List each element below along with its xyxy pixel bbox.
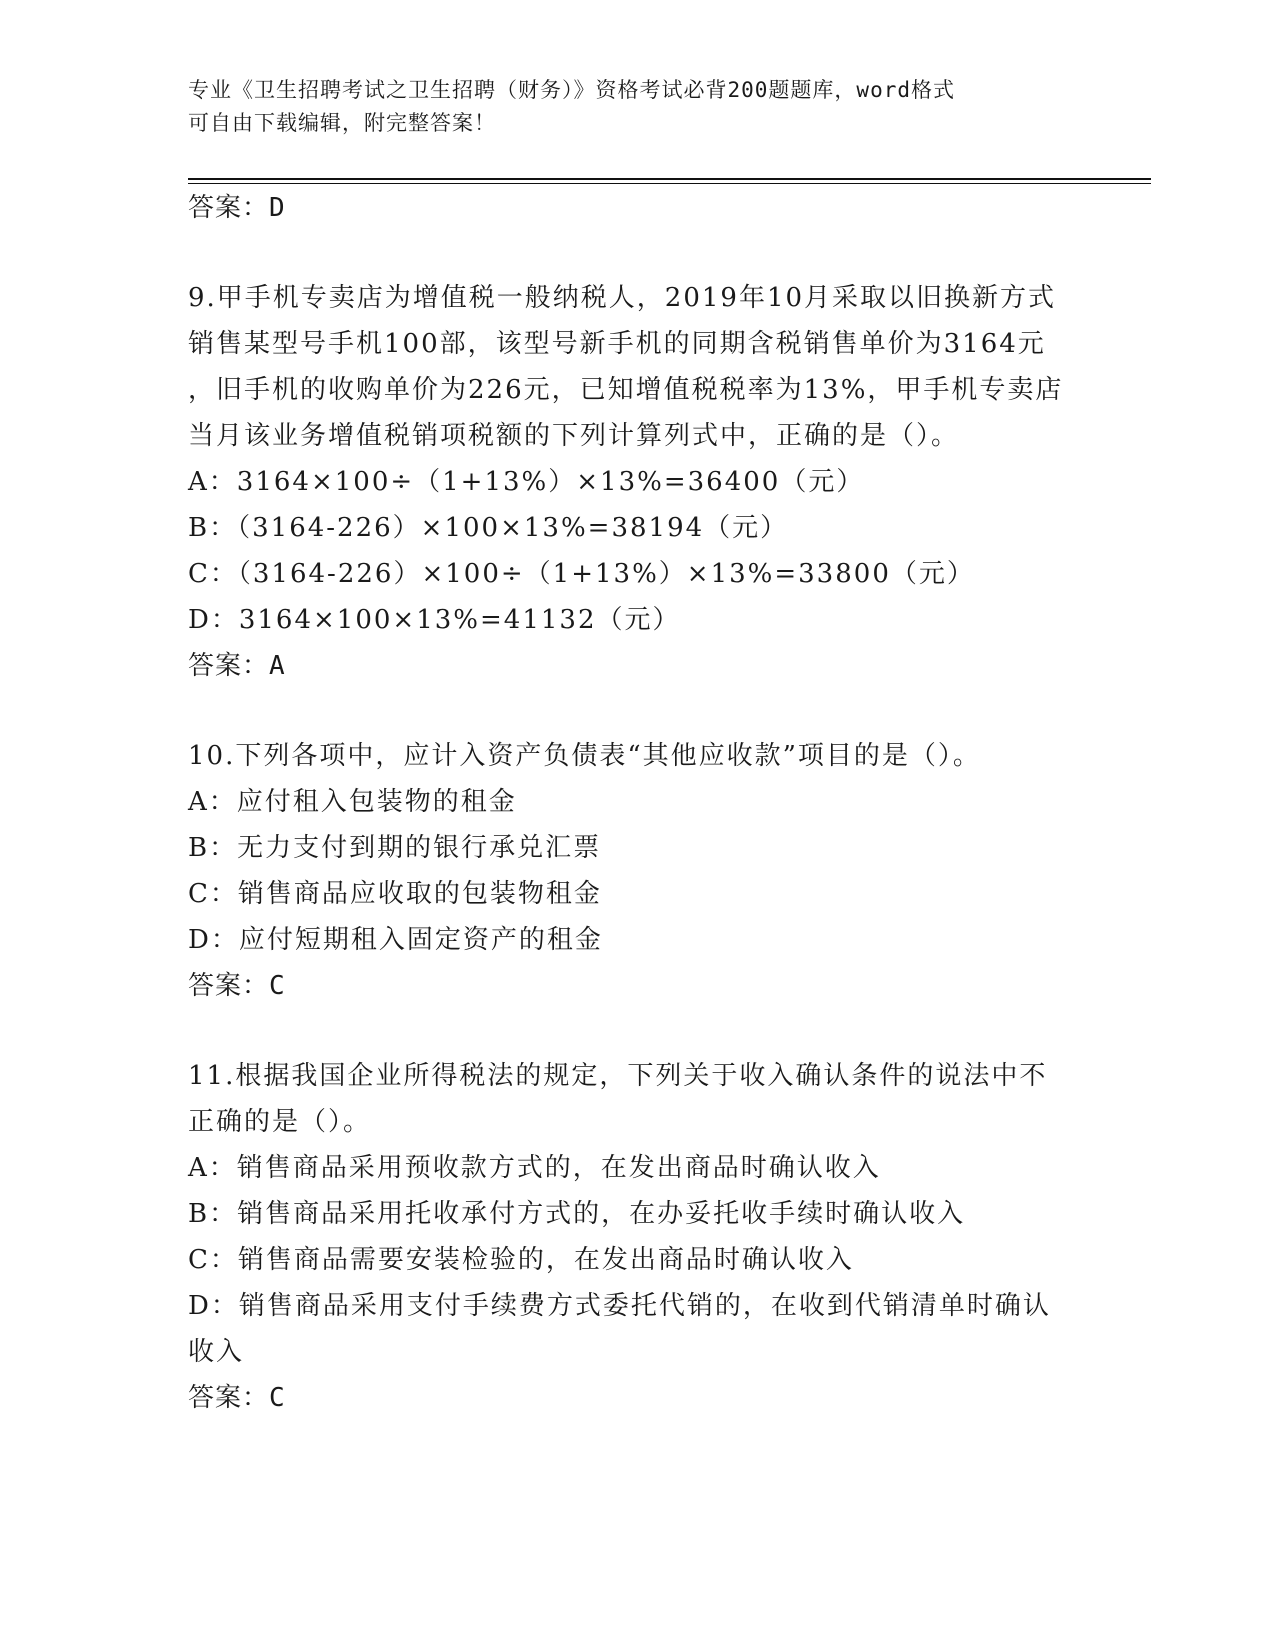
question-10 [188,733,1088,1009]
option-c: C：（3164-226）×100÷（1+13%）×13%=33800（元） [188,559,975,589]
option-a: A：销售商品采用预收款方式的，在发出商品时确认收入 [188,1153,881,1183]
option-d: D：3164×100×13%=41132（元） [188,605,681,635]
option-a: A：3164×100÷（1+13%）×13%=36400（元） [188,467,865,497]
answer: 答案：C [188,1383,286,1413]
option-d-continued: 收入 [188,1337,245,1367]
previous-answer: 答案：D [188,193,286,223]
question-content [188,185,1088,1421]
option-a: A：应付租入包装物的租金 [188,787,517,817]
question-text-line: ，旧手机的收购单价为226元，已知增值税税率为13%，甲手机专卖店 [188,375,1064,405]
question-text-line: 11.根据我国企业所得税法的规定，下列关于收入确认条件的说法中不 [188,1061,1048,1091]
question-11 [188,1053,1088,1421]
option-b: B：（3164-226）×100×13%=38194（元） [188,513,789,543]
header-line-2: 可自由下载编辑，附完整答案！ [188,111,496,135]
spacer [188,231,1088,275]
spacer [188,1009,1088,1053]
question-text-line: 当月该业务增值税销项税额的下列计算列式中，正确的是（）。 [188,421,960,451]
document-header [188,74,1088,140]
question-text-line: 销售某型号手机100部，该型号新手机的同期含税销售单价为3164元 [188,329,1046,359]
option-d: D：应付短期租入固定资产的租金 [188,925,603,955]
question-text-line: 正确的是（）。 [188,1107,372,1137]
header-rule-thick [188,178,1151,180]
question-9 [188,275,1088,689]
header-line-1: 专业《卫生招聘考试之卫生招聘（财务）》资格考试必背200题题库，word格式 [188,78,955,102]
option-c: C：销售商品应收取的包装物租金 [188,879,602,909]
question-text-line: 9.甲手机专卖店为增值税一般纳税人，2019年10月采取以旧换新方式 [188,283,1057,313]
spacer [188,689,1088,733]
answer: 答案：A [188,651,286,681]
answer: 答案：C [188,971,286,1001]
option-b: B：无力支付到期的银行承兑汇票 [188,833,602,863]
header-rule-thin [188,183,1151,184]
question-text-line: 10.下列各项中，应计入资产负债表“其他应收款”项目的是（）。 [188,741,981,771]
option-d: D：销售商品采用支付手续费方式委托代销的，在收到代销清单时确认 [188,1291,1051,1321]
option-b: B：销售商品采用托收承付方式的，在办妥托收手续时确认收入 [188,1199,966,1229]
option-c: C：销售商品需要安装检验的，在发出商品时确认收入 [188,1245,854,1275]
